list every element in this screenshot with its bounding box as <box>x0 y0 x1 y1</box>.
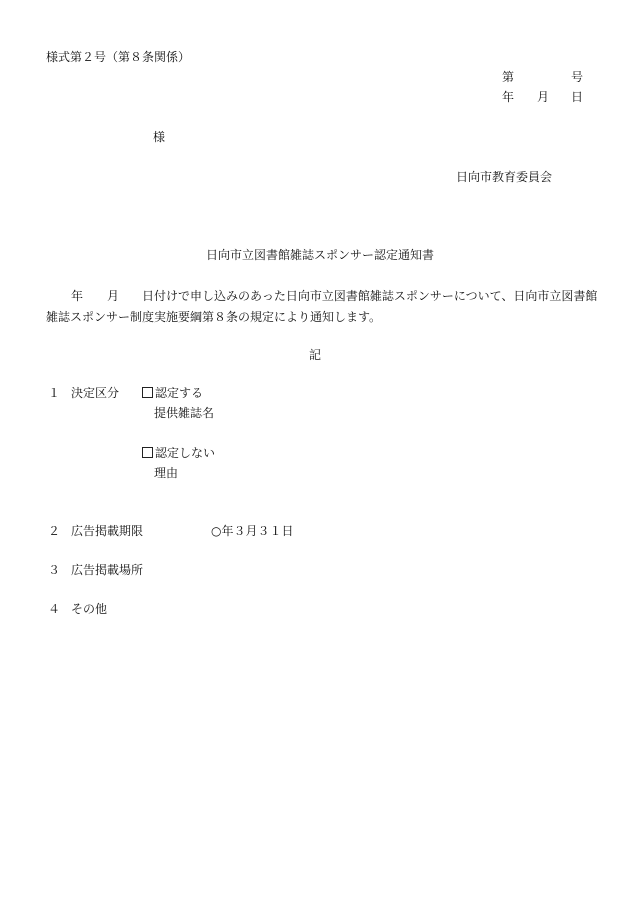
doc-number-prefix: 第 <box>502 70 515 84</box>
body-line2: 雑誌スポンサー制度実施要綱第８条の規定により通知します。 <box>46 310 382 324</box>
issuer-name: 日向市教育委員会 <box>456 170 553 184</box>
body-year: 年 <box>71 289 84 303</box>
item4-number: ４ <box>48 602 61 616</box>
checkbox-reject[interactable] <box>142 447 153 458</box>
item2-number: ２ <box>48 524 61 538</box>
item4-label: その他 <box>71 602 108 616</box>
ki-mark: 記 <box>309 348 322 362</box>
addressee-honorific: 様 <box>153 130 166 144</box>
body-month: 月 <box>107 289 120 303</box>
item3-label: 広告掲載場所 <box>71 563 144 577</box>
item1-label: 決定区分 <box>71 386 120 400</box>
date-day: 日 <box>571 90 584 104</box>
item1-option-reject[interactable] <box>142 446 215 460</box>
item2-value: ○年３月３１日 <box>211 524 294 538</box>
item1-option-approve[interactable] <box>142 386 203 400</box>
item1-number: １ <box>48 386 61 400</box>
item2-label: 広告掲載期限 <box>71 524 144 538</box>
item3-number: ３ <box>48 563 61 577</box>
body-line1: 日付けで申し込みのあった日向市立図書館雑誌スポンサーについて、日向市立図書館 <box>142 289 598 303</box>
doc-number-suffix: 号 <box>571 70 584 84</box>
document-title: 日向市立図書館雑誌スポンサー認定通知書 <box>206 248 435 262</box>
option-reject-label: 認定しない <box>155 446 216 460</box>
date-month: 月 <box>537 90 550 104</box>
option-approve-label: 認定する <box>155 386 204 400</box>
checkbox-approve[interactable] <box>142 387 153 398</box>
item1-sub-magazine: 提供雑誌名 <box>154 406 215 420</box>
date-year: 年 <box>502 90 515 104</box>
item1-sub-reason: 理由 <box>154 466 179 480</box>
form-number: 様式第２号（第８条関係） <box>46 50 191 64</box>
